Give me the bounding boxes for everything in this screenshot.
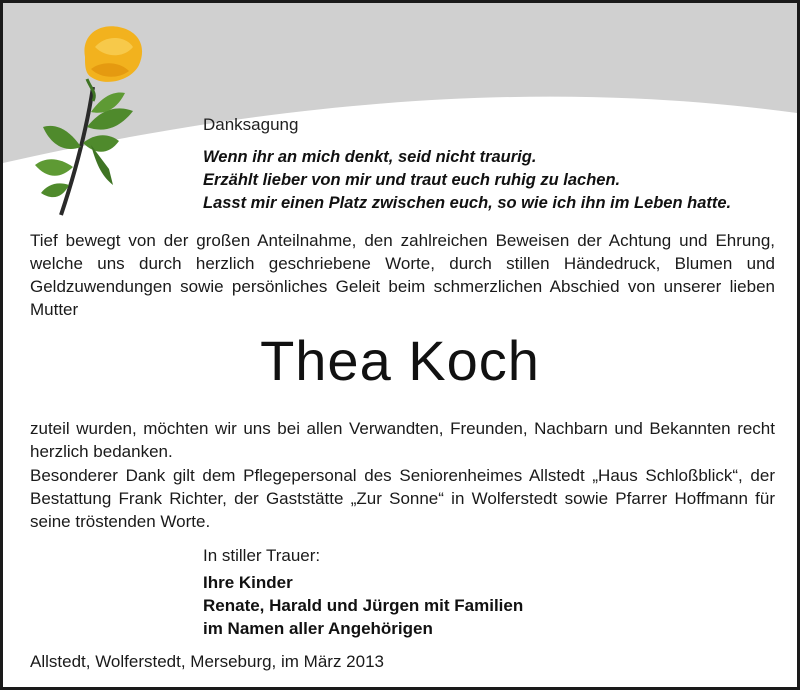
poem-line: Lasst mir einen Platz zwischen euch, so wie ich ihn im Leben hatte. [203,194,732,212]
caption: Danksagung [203,115,299,134]
intro-paragraph: Tief bewegt von der großen Anteilnahme, den zahlreichen Beweisen der Achtung und Ehrung, welche uns durch herzlich geschriebene Worte, durch stillen Händedruck, Blumen und Geldzuwendungen sowie persönliches Geleit beim schmerzlichen Abschied von unserer lieben Mutter [30,231,775,319]
mourning-label: In stiller Trauer: [203,546,321,565]
mourners-list [203,571,523,640]
mourner-line: im Namen aller Angehörigen [203,619,433,638]
deceased-name: Thea Koch [260,329,540,392]
poem [203,146,778,215]
poem-line: Wenn ihr an mich denkt, seid nicht traurig. [203,148,537,166]
mourner-line: Renate, Harald und Jürgen mit Familien [203,596,524,615]
mourner-line: Ihre Kinder [203,573,293,592]
place-date: Allstedt, Wolferstedt, Merseburg, im März 2013 [30,652,384,671]
rose-icon [21,17,151,217]
special-thanks-paragraph: Besonderer Dank gilt dem Pflegepersonal des Seniorenheimes Allstedt „Haus Schloßblick“, der Bestattung Frank Richter, der Gaststätte „Zur Sonne“ in Wolferstedt sowie Pfarrer Hoffmann für seine tröstenden Worte. [30,466,775,531]
poem-line: Erzählt lieber von mir und traut euch ruhig zu lachen. [203,171,621,189]
thanks-paragraph: zuteil wurden, möchten wir uns bei allen Verwandten, Freunden, Nachbarn und Bekannten recht herzlich bedanken. [30,419,775,461]
